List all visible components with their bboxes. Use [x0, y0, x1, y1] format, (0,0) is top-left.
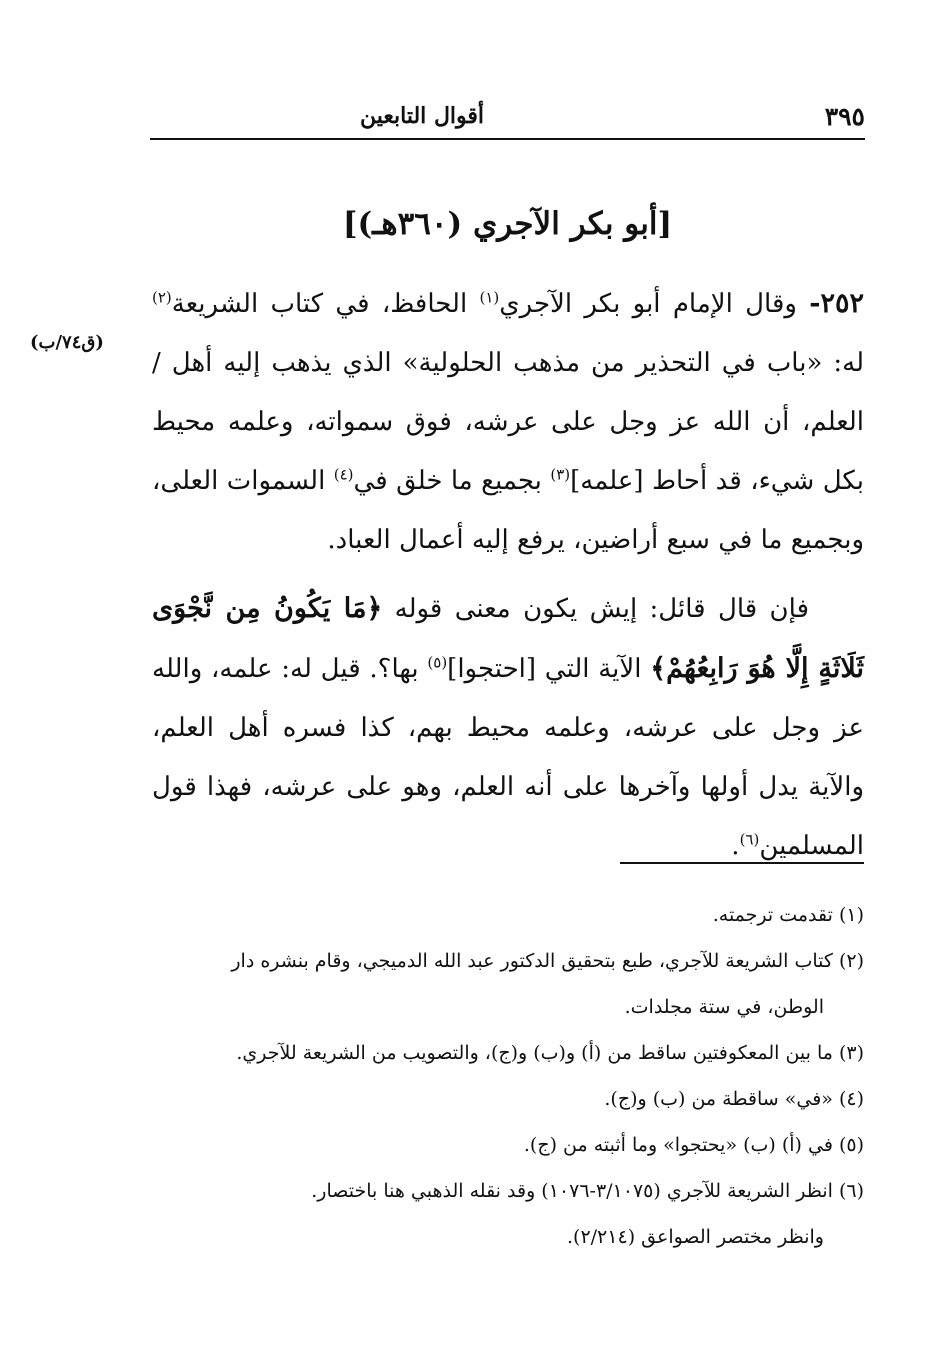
text-run: له: «باب في التحذير من مذهب الحلولية» الذي يذهب إليه أهل / العلم، أن الله عز وجل على عرشه، فوق سمواته، وعلمه محيط بكل شيء، قد أحاط [علمه] [152, 348, 864, 496]
footnote-text: انظر الشريعة للآجري (٣/١٠٧٥-١٠٧٦) وقد نقله الذهبي هنا باختصار. [311, 1180, 833, 1202]
text-run: الحافظ، في كتاب الشريعة [171, 289, 480, 319]
quran-verse: ﴿مَا يَكُونُ مِن نَّجْوَى ثَلَاثَةٍ إِلَّا هُوَ رَابِعُهُمْ﴾ [152, 593, 864, 684]
footnote-continuation: الوطن، في ستة مجلدات. [624, 996, 824, 1018]
footnote-continuation: وانظر مختصر الصواعق (٢/٢١٤). [567, 1226, 824, 1248]
footnote-ref: (٣) [550, 465, 571, 484]
text-run: فإن قال قائل: إيش يكون معنى قوله [382, 594, 809, 624]
main-text [152, 274, 864, 876]
text-run: وقال الإمام أبو بكر الآجري [499, 289, 810, 319]
page-number: ٣٩٥ [824, 101, 865, 131]
footnote [150, 1122, 864, 1168]
section-heading: [أبو بكر الآجري (٣٦٠هـ)] [342, 206, 673, 242]
header-rule [150, 138, 865, 140]
footnote-rule [620, 862, 864, 864]
running-header [150, 98, 865, 134]
footnote [150, 892, 864, 938]
footnote-number: (٣) [838, 1042, 864, 1064]
text-run: بجميع ما خلق في [353, 466, 551, 496]
paragraph-2 [152, 579, 864, 876]
footnote-text: «في» ساقطة من (ب) و(ج). [604, 1088, 833, 1110]
running-title: أقوال التابعين [360, 103, 485, 129]
footnote-text: ما بين المعكوفتين ساقط من (أ) و(ب) و(ج)، والتصويب من الشريعة للآجري. [236, 1042, 833, 1064]
text-run: بها؟. قيل له: علمه، والله عز وجل على عرشه، وعلمه محيط بهم، كذا فسره أهل العلم، والآية يدل أولها وآخرها على أنه العلم، وهو على عرشه، فهذا قول المسلمين [152, 654, 864, 861]
text-run: . [731, 831, 740, 861]
footnote-text: في (أ) (ب) «يحتجوا» وما أثبته من (ج). [523, 1134, 833, 1156]
footnote-ref: (٤) [333, 465, 354, 484]
footnote-ref: (٥) [427, 653, 448, 672]
footnote-number: (١) [838, 904, 864, 926]
footnote-number: (٥) [838, 1134, 864, 1156]
paragraph-1 [152, 274, 864, 570]
footnote-ref: (٢) [152, 288, 172, 307]
footnotes [150, 892, 864, 1260]
footnote-number: (٤) [838, 1088, 864, 1110]
footnote-number: (٦) [838, 1180, 864, 1202]
footnote-ref: (٦) [739, 830, 760, 849]
entry-number: ٢٥٢- [809, 288, 864, 319]
manuscript-folio-note: (ق٧٤/ب) [30, 332, 104, 353]
footnote [150, 1030, 864, 1076]
footnote-text: كتاب الشريعة للآجري، طبع بتحقيق الدكتور عبد الله الدميجي، وقام بنشره دار [231, 950, 833, 972]
footnote [150, 938, 864, 1030]
footnote-number: (٢) [838, 950, 864, 972]
footnote [150, 1168, 864, 1260]
footnote [150, 1076, 864, 1122]
footnote-text: تقدمت ترجمته. [712, 904, 833, 926]
text-run: الآية التي [احتجوا] [447, 654, 651, 684]
footnote-ref: (١) [479, 288, 500, 307]
text-run: السموات العلى، وبجميع ما في سبع أراضين، يرفع إليه أعمال العباد. [152, 466, 864, 555]
